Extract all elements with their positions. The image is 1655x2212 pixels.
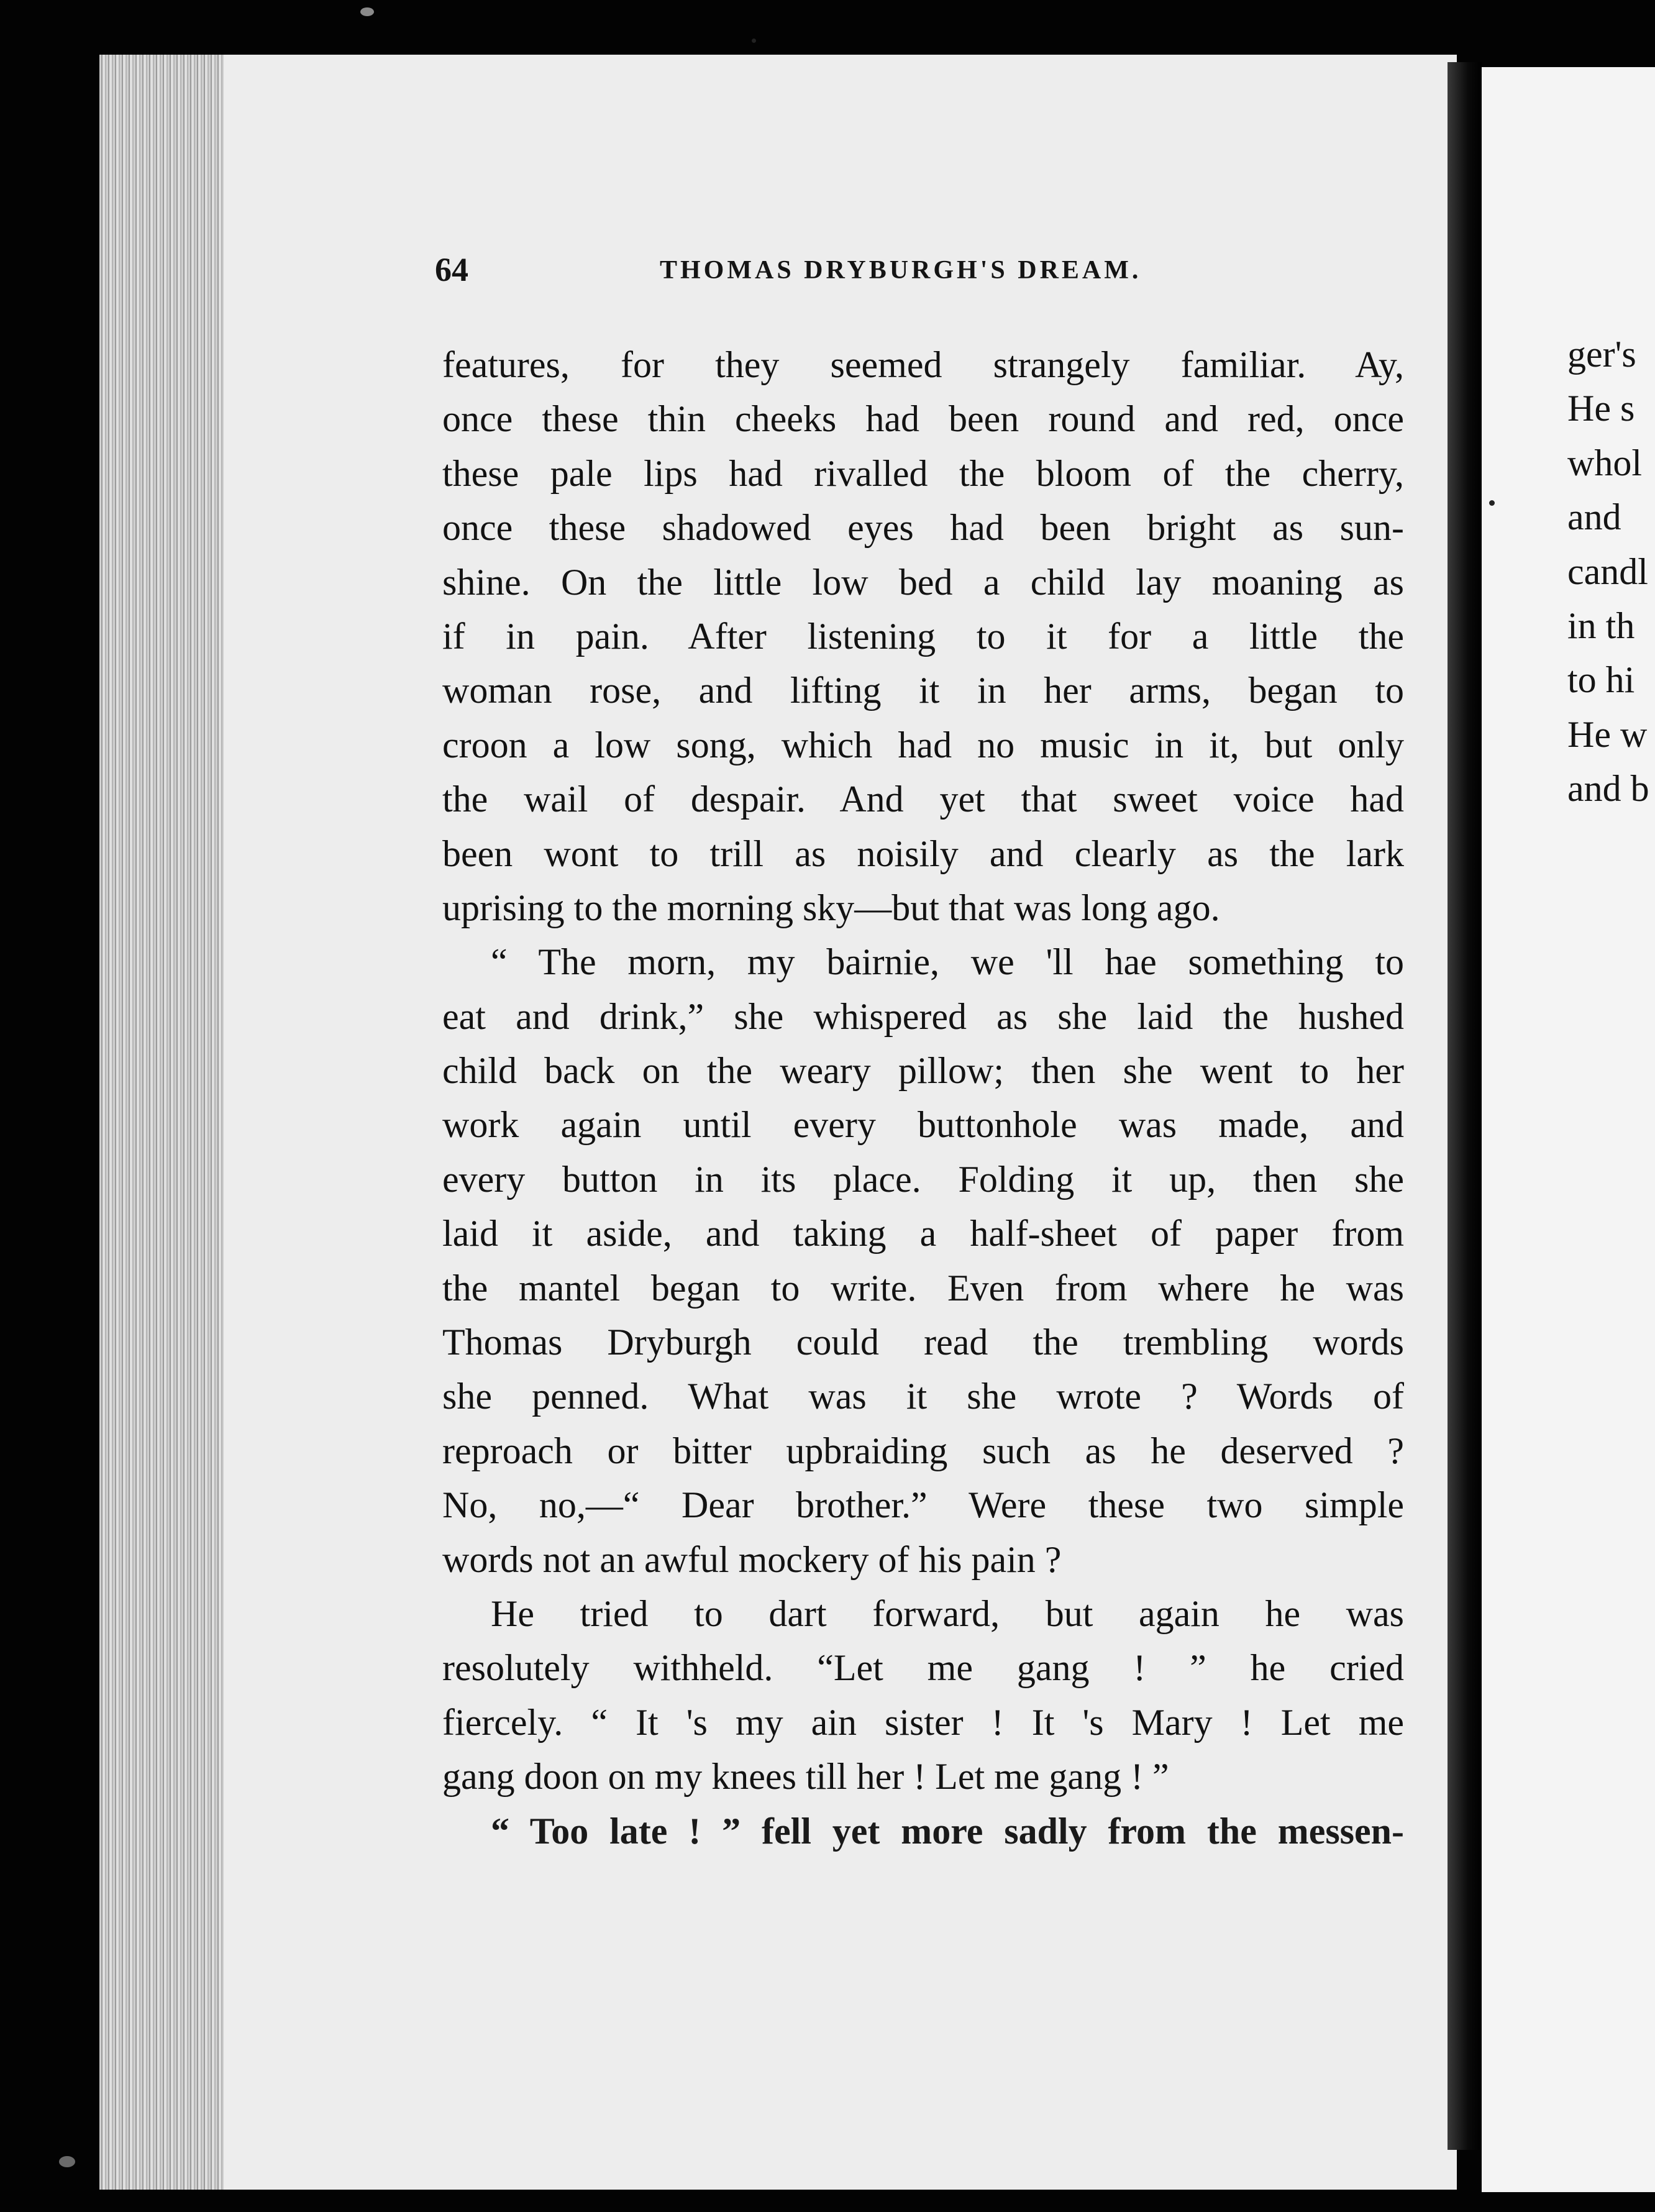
facing-text-line: He w [1567,713,1648,755]
dust-speck [752,39,756,43]
text-line: fiercely. “ It 's my ain sister ! It 's Mary ! Let me [442,1701,1404,1743]
text-line: work again until every buttonhole was made, and [442,1104,1404,1146]
text-line: once these thin cheeks had been round and red, once [442,398,1404,440]
text-line: shine. On the little low bed a child lay moaning as [442,561,1404,603]
running-title: THOMAS DRYBURGH'S DREAM. [660,256,1142,285]
facing-text-line: candl [1567,551,1648,592]
facing-page-text [1567,327,1655,816]
facing-text-line: He s [1567,388,1635,429]
text-line: laid it aside, and taking a half-sheet of paper from [442,1213,1404,1255]
body-text [442,338,1404,1858]
text-line: child back on the weary pillow; then she went to her [442,1050,1404,1092]
book-gutter [1448,62,1482,2150]
text-line: Thomas Dryburgh could read the trembling words [442,1322,1404,1363]
text-line: “ The morn, my bairnie, we 'll hae something to [491,941,1404,983]
dust-speck [59,2156,75,2167]
text-line: “ Too late ! ” fell yet more sadly from the messen- [491,1810,1404,1852]
text-line: once these shadowed eyes had been bright as sun- [442,507,1404,549]
text-line: been wont to trill as noisily and clearly as the lark [442,833,1404,874]
dust-speck [360,7,374,16]
text-line: every button in its place. Folding it up, then she [442,1158,1404,1200]
text-line: she penned. What was it she wrote ? Words of [442,1376,1404,1417]
text-line: He tried to dart forward, but again he was [491,1593,1404,1634]
text-line: croon a low song, which had no music in it, but only [442,724,1404,766]
page-header [435,250,1410,300]
text-line: the wail of despair. And yet that sweet voice had [442,779,1404,820]
facing-text-line: and [1567,496,1621,538]
text-line: No, no,—“ Dear brother.” Were these two simple [442,1484,1404,1526]
facing-text-line: whol [1567,442,1642,483]
facing-text-line: and b [1567,768,1649,810]
facing-text-line: to hi [1567,659,1635,701]
text-line: if in pain. After listening to it for a little the [442,615,1404,657]
text-line: features, for they seemed strangely familiar. Ay, [442,344,1404,385]
text-line: gang doon on my knees till her ! Let me gang ! ” [442,1756,1169,1798]
text-line: reproach or bitter upbraiding such as he deserved ? [442,1430,1404,1471]
facing-text-line: in th [1567,605,1635,646]
text-line: eat and drink,” she whispered as she laid the hushed [442,995,1404,1037]
text-line: the mantel began to write. Even from where he was [442,1267,1404,1309]
text-line: words not an awful mockery of his pain ? [442,1538,1062,1580]
page-edges [99,55,224,2190]
text-line: woman rose, and lifting it in her arms, began to [442,670,1404,711]
dust-speck [1489,500,1495,506]
facing-text-line: ger's [1567,334,1636,375]
text-line: these pale lips had rivalled the bloom of the cherry, [442,452,1404,494]
text-line: resolutely withheld. “Let me gang ! ” he cried [442,1647,1404,1689]
page-number: 64 [435,251,468,288]
text-line: uprising to the morning sky—but that was long ago. [442,887,1220,928]
